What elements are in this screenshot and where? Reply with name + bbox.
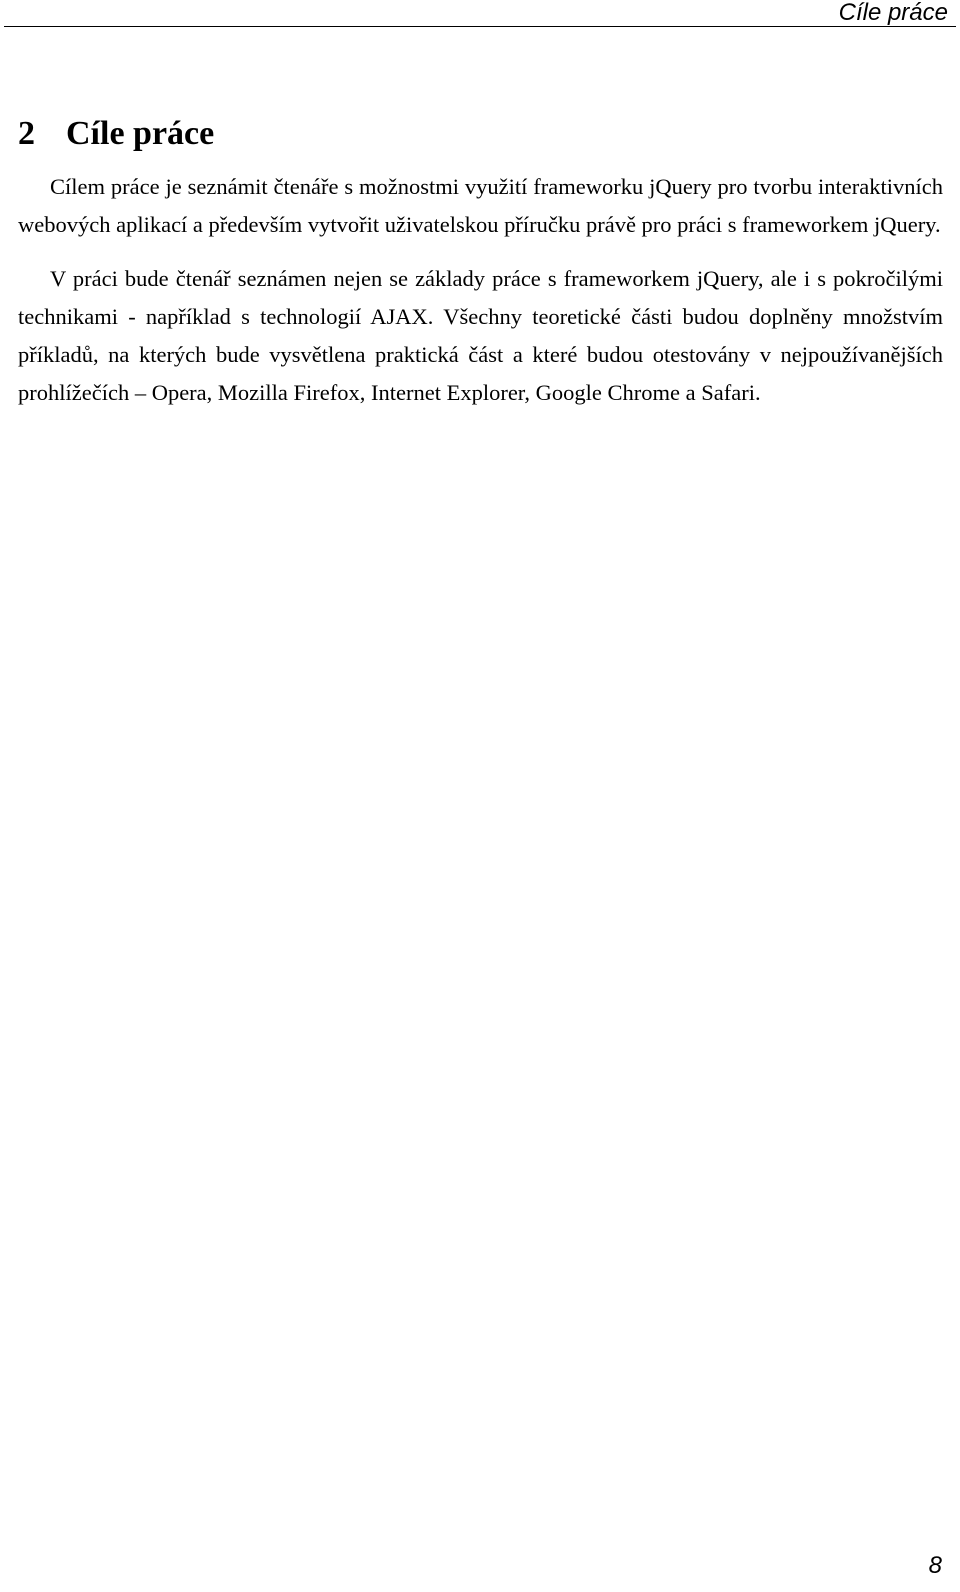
page-number: 8 — [928, 1552, 942, 1579]
chapter-title: Cíle práce — [66, 115, 215, 152]
paragraph-1: Cílem práce je seznámit čtenáře s možnostmi využití frameworku jQuery pro tvorbu interaktivních webových aplikací a především vytvořit uživatelskou příručku právě pro práci s frameworkem jQuery. — [18, 174, 943, 237]
running-header — [4, 0, 956, 27]
chapter-heading — [18, 112, 214, 156]
body-text — [18, 168, 943, 412]
paragraph-2: V práci bude čtenář seznámen nejen se základy práce s frameworkem jQuery, ale i s pokročilými technikami - například s technologií AJAX. Všechny teoretické části budou doplněny množstvím příkladů, na kterých bude vysvětlena praktická část a které budou otestovány v nejpoužívanějších prohlížečích – Opera, Mozilla Firefox, Internet Explorer, Google Chrome a Safari. — [18, 266, 943, 405]
running-header-title: Cíle práce — [838, 0, 948, 26]
chapter-number: 2 — [18, 115, 35, 152]
